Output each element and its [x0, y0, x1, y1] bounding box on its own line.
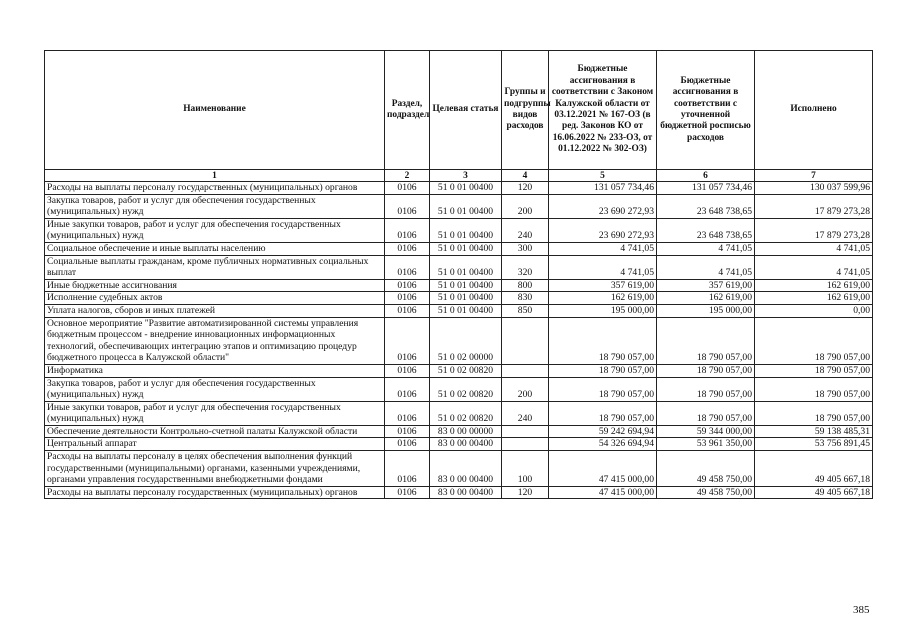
table-row: [45, 438, 873, 451]
cell-expense-group: 240: [502, 218, 549, 242]
cell-name: Иные бюджетные ассигнования: [45, 279, 385, 292]
cell-law-allocation: 54 326 694,94: [549, 438, 657, 451]
table-row: [45, 451, 873, 487]
cell-law-allocation: 47 415 000,00: [549, 486, 657, 499]
cell-roster-allocation: 18 790 057,00: [657, 317, 755, 364]
cell-executed: 59 138 485,31: [755, 425, 873, 438]
cell-name: Расходы на выплаты персоналу в целях обеспечения выполнения функций государственными (муниципальными) органами, казенными учреждениями, органами управления государственными внебюджетными фондами: [45, 451, 385, 487]
cell-article: 51 0 01 00400: [430, 194, 502, 218]
cell-roster-allocation: 49 458 750,00: [657, 486, 755, 499]
cell-law-allocation: 23 690 272,93: [549, 194, 657, 218]
cell-executed: 0,00: [755, 304, 873, 317]
cell-section: 0106: [385, 182, 430, 195]
cell-expense-group: 100: [502, 451, 549, 487]
table-row: [45, 218, 873, 242]
cell-expense-group: 800: [502, 279, 549, 292]
cell-expense-group: 120: [502, 182, 549, 195]
cell-executed: 18 790 057,00: [755, 401, 873, 425]
cell-article: 51 0 01 00400: [430, 292, 502, 305]
table-row: [45, 304, 873, 317]
column-header-name: Наименование: [45, 51, 385, 170]
column-header-expense-group: Группы и подгруппы видов расходов: [502, 51, 549, 170]
cell-law-allocation: 18 790 057,00: [549, 377, 657, 401]
cell-name: Расходы на выплаты персоналу государственных (муниципальных) органов: [45, 486, 385, 499]
cell-section: 0106: [385, 242, 430, 255]
cell-law-allocation: 162 619,00: [549, 292, 657, 305]
table-row: [45, 292, 873, 305]
cell-roster-allocation: 59 344 000,00: [657, 425, 755, 438]
column-number: 2: [385, 170, 430, 182]
cell-section: 0106: [385, 425, 430, 438]
column-header-article: Целевая статья: [430, 51, 502, 170]
cell-name: Центральный аппарат: [45, 438, 385, 451]
table-row: [45, 279, 873, 292]
cell-expense-group: 240: [502, 401, 549, 425]
cell-name: Иные закупки товаров, работ и услуг для обеспечения государственных (муниципальных) нужд: [45, 401, 385, 425]
cell-expense-group: 120: [502, 486, 549, 499]
cell-roster-allocation: 357 619,00: [657, 279, 755, 292]
cell-executed: 17 879 273,28: [755, 218, 873, 242]
cell-executed: 49 405 667,18: [755, 451, 873, 487]
cell-name: Закупка товаров, работ и услуг для обеспечения государственных (муниципальных) нужд: [45, 377, 385, 401]
cell-section: 0106: [385, 317, 430, 364]
table-row: [45, 242, 873, 255]
cell-executed: 17 879 273,28: [755, 194, 873, 218]
cell-article: 83 0 00 00400: [430, 486, 502, 499]
cell-section: 0106: [385, 194, 430, 218]
column-header-section: Раздел, подраздел: [385, 51, 430, 170]
table-row: [45, 401, 873, 425]
table-row: [45, 317, 873, 364]
cell-article: 83 0 00 00000: [430, 425, 502, 438]
column-header-executed: Исполнено: [755, 51, 873, 170]
table-row: [45, 425, 873, 438]
cell-roster-allocation: 18 790 057,00: [657, 401, 755, 425]
budget-report-sheet: [44, 50, 872, 499]
cell-roster-allocation: 23 648 738,65: [657, 194, 755, 218]
cell-article: 51 0 02 00820: [430, 401, 502, 425]
cell-law-allocation: 18 790 057,00: [549, 401, 657, 425]
cell-expense-group: [502, 425, 549, 438]
cell-roster-allocation: 4 741,05: [657, 255, 755, 279]
cell-article: 83 0 00 00400: [430, 451, 502, 487]
cell-article: 51 0 02 00820: [430, 364, 502, 377]
cell-expense-group: 320: [502, 255, 549, 279]
table-row: [45, 194, 873, 218]
column-header-law-allocations: Бюджетные ассигнования в соответствии с Законом Калужской области от 03.12.2021 № 167-ОЗ (в ред. Законов КО от 16.06.2022 № 233-ОЗ, от 01.12.2022 № 302-ОЗ): [549, 51, 657, 170]
header-row: [45, 51, 873, 170]
cell-expense-group: 850: [502, 304, 549, 317]
cell-section: 0106: [385, 438, 430, 451]
budget-execution-table: [44, 50, 873, 499]
cell-law-allocation: 195 000,00: [549, 304, 657, 317]
column-number-row: [45, 170, 873, 182]
column-number: 7: [755, 170, 873, 182]
cell-expense-group: 830: [502, 292, 549, 305]
cell-executed: 162 619,00: [755, 279, 873, 292]
table-row: [45, 182, 873, 195]
cell-expense-group: [502, 317, 549, 364]
cell-name: Информатика: [45, 364, 385, 377]
cell-executed: 18 790 057,00: [755, 317, 873, 364]
cell-roster-allocation: 18 790 057,00: [657, 364, 755, 377]
column-header-roster-allocations: Бюджетные ассигнования в соответствии с уточненной бюджетной росписью расходов: [657, 51, 755, 170]
cell-section: 0106: [385, 364, 430, 377]
cell-roster-allocation: 162 619,00: [657, 292, 755, 305]
cell-law-allocation: 59 242 694,94: [549, 425, 657, 438]
cell-law-allocation: 357 619,00: [549, 279, 657, 292]
cell-roster-allocation: 18 790 057,00: [657, 377, 755, 401]
cell-law-allocation: 18 790 057,00: [549, 364, 657, 377]
cell-article: 51 0 01 00400: [430, 279, 502, 292]
cell-expense-group: 300: [502, 242, 549, 255]
cell-roster-allocation: 49 458 750,00: [657, 451, 755, 487]
cell-law-allocation: 4 741,05: [549, 255, 657, 279]
cell-law-allocation: 4 741,05: [549, 242, 657, 255]
cell-name: Социальные выплаты гражданам, кроме публичных нормативных социальных выплат: [45, 255, 385, 279]
table-row: [45, 255, 873, 279]
cell-executed: 162 619,00: [755, 292, 873, 305]
cell-article: 51 0 01 00400: [430, 218, 502, 242]
cell-executed: 18 790 057,00: [755, 364, 873, 377]
cell-law-allocation: 18 790 057,00: [549, 317, 657, 364]
cell-article: 51 0 02 00000: [430, 317, 502, 364]
cell-section: 0106: [385, 401, 430, 425]
column-number: 1: [45, 170, 385, 182]
cell-article: 51 0 01 00400: [430, 242, 502, 255]
cell-name: Закупка товаров, работ и услуг для обеспечения государственных (муниципальных) нужд: [45, 194, 385, 218]
cell-name: Уплата налогов, сборов и иных платежей: [45, 304, 385, 317]
table-row: [45, 377, 873, 401]
cell-executed: 53 756 891,45: [755, 438, 873, 451]
column-number: 5: [549, 170, 657, 182]
column-number: 4: [502, 170, 549, 182]
cell-section: 0106: [385, 304, 430, 317]
cell-name: Основное мероприятие "Развитие автоматизированной системы управления бюджетным процессом - внедрение инновационных информационных технологий, обеспечивающих интеграцию этапов и оптимизацию процедур бюджетного процесса в Калужской области": [45, 317, 385, 364]
cell-expense-group: 200: [502, 377, 549, 401]
cell-roster-allocation: 23 648 738,65: [657, 218, 755, 242]
cell-name: Социальное обеспечение и иные выплаты населению: [45, 242, 385, 255]
cell-roster-allocation: 131 057 734,46: [657, 182, 755, 195]
cell-section: 0106: [385, 292, 430, 305]
cell-executed: 18 790 057,00: [755, 377, 873, 401]
cell-section: 0106: [385, 279, 430, 292]
cell-law-allocation: 47 415 000,00: [549, 451, 657, 487]
cell-expense-group: [502, 364, 549, 377]
cell-roster-allocation: 195 000,00: [657, 304, 755, 317]
cell-article: 51 0 01 00400: [430, 304, 502, 317]
cell-name: Исполнение судебных актов: [45, 292, 385, 305]
cell-article: 83 0 00 00400: [430, 438, 502, 451]
cell-section: 0106: [385, 377, 430, 401]
cell-roster-allocation: 4 741,05: [657, 242, 755, 255]
cell-law-allocation: 23 690 272,93: [549, 218, 657, 242]
table-row: [45, 364, 873, 377]
cell-executed: 4 741,05: [755, 242, 873, 255]
page-number: 385: [853, 604, 870, 616]
table-body: [45, 182, 873, 499]
cell-executed: 4 741,05: [755, 255, 873, 279]
column-number: 3: [430, 170, 502, 182]
cell-article: 51 0 01 00400: [430, 182, 502, 195]
cell-article: 51 0 01 00400: [430, 255, 502, 279]
cell-name: Иные закупки товаров, работ и услуг для обеспечения государственных (муниципальных) нужд: [45, 218, 385, 242]
cell-executed: 49 405 667,18: [755, 486, 873, 499]
cell-name: Обеспечение деятельности Контрольно-счетной палаты Калужской области: [45, 425, 385, 438]
cell-section: 0106: [385, 486, 430, 499]
cell-section: 0106: [385, 451, 430, 487]
cell-expense-group: [502, 438, 549, 451]
cell-law-allocation: 131 057 734,46: [549, 182, 657, 195]
cell-expense-group: 200: [502, 194, 549, 218]
cell-article: 51 0 02 00820: [430, 377, 502, 401]
cell-executed: 130 037 599,96: [755, 182, 873, 195]
cell-name: Расходы на выплаты персоналу государственных (муниципальных) органов: [45, 182, 385, 195]
cell-roster-allocation: 53 961 350,00: [657, 438, 755, 451]
cell-section: 0106: [385, 255, 430, 279]
cell-section: 0106: [385, 218, 430, 242]
column-number: 6: [657, 170, 755, 182]
table-row: [45, 486, 873, 499]
